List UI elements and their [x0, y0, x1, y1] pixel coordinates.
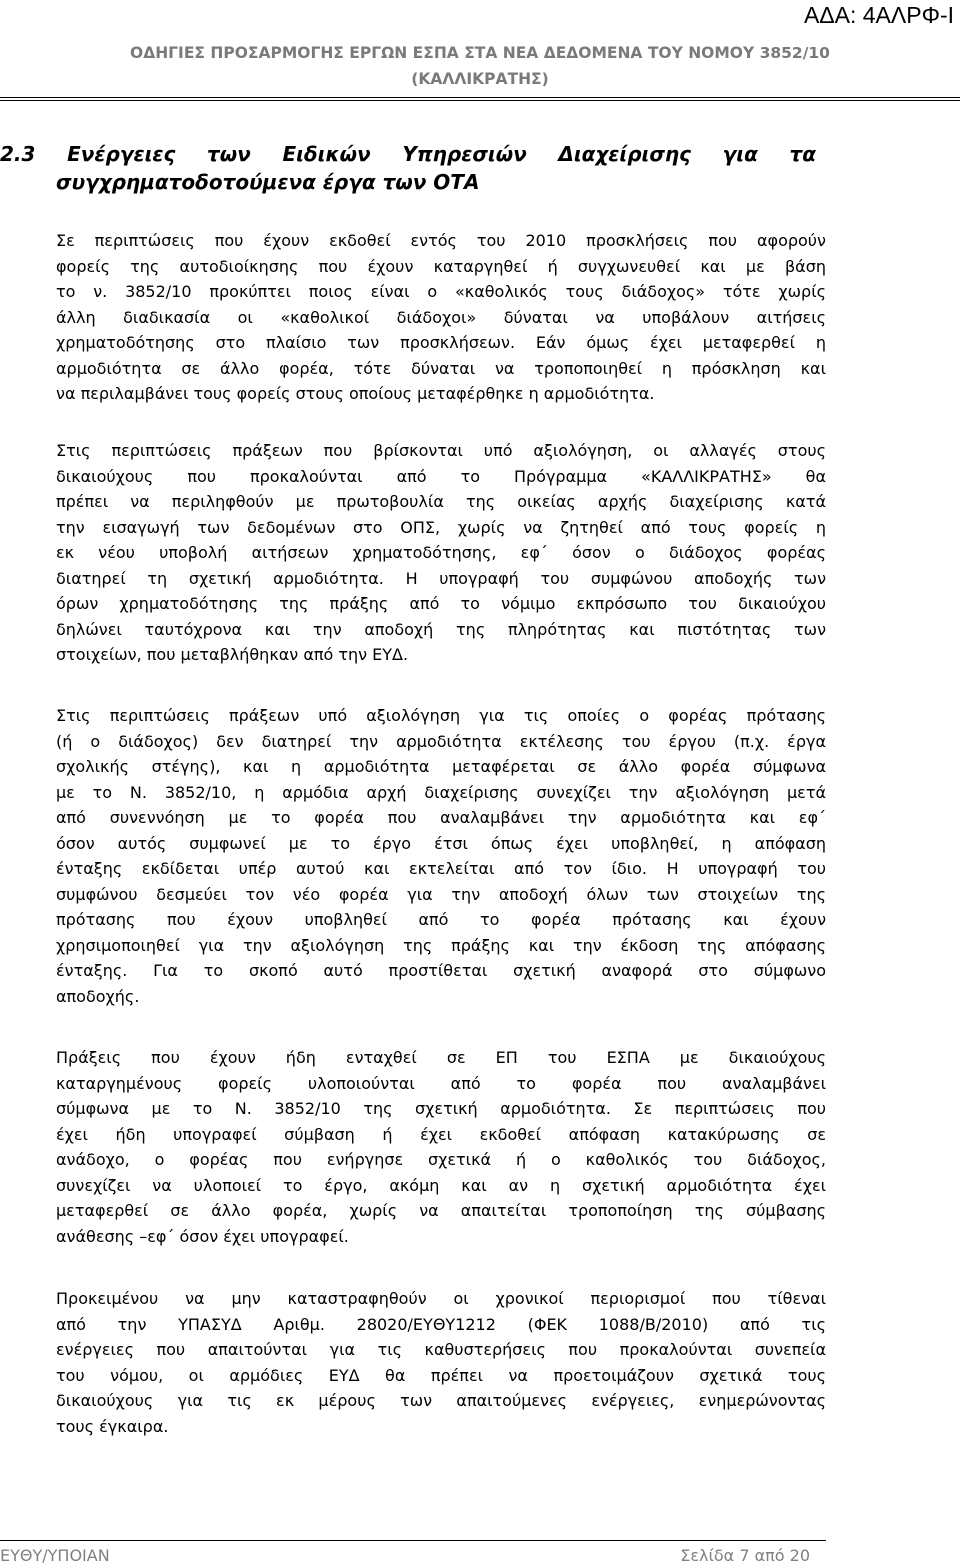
- paragraph-line: πρότασης που έχουν υποβληθεί από το φορέα πρότασης και έχουν: [56, 910, 826, 929]
- header-rule-top: [0, 97, 960, 98]
- paragraph-line: χρηματοδότησης στο πλαίσιο των προσκλήσεων. Εάν όμως έχει μεταφερθεί η: [56, 333, 826, 352]
- paragraph-line: αρμοδιότητα σε άλλο φορέα, τότε δύναται να τροποποιηθεί η πρόσκληση και: [56, 358, 826, 378]
- running-header-line2: (ΚΑΛΛΙΚΡΑΤΗΣ): [411, 70, 549, 88]
- paragraph-3: [56, 703, 826, 1009]
- paragraph-line: Πράξεις που έχουν ήδη ενταχθεί σε ΕΠ του ΕΣΠΑ με δικαιούχους: [56, 1048, 826, 1067]
- paragraph-line: Στις περιπτώσεις πράξεων υπό αξιολόγηση για τις οποίες ο φορέας πρότασης: [56, 706, 826, 725]
- footer-page-number: Σελίδα 7 από 20: [680, 1546, 810, 1565]
- paragraph-line: Προκειμένου να μην καταστραφηθούν οι χρονικοί περιορισμοί που τίθεναι: [56, 1289, 826, 1308]
- paragraph-line: ανάθεσης –εφ΄ όσον έχει υπογραφεί.: [56, 1226, 349, 1246]
- paragraph-line: χρησιμοποιηθεί για την αξιολόγηση της πράξης και την έκδοση της απόφασης: [56, 935, 826, 955]
- paragraph-line: σχολικής στέγης), και η αρμοδιότητα μεταφέρεται σε άλλο φορέα σύμφωνα: [56, 757, 826, 776]
- paragraph-line: Στις περιπτώσεις πράξεων που βρίσκονται υπό αξιολόγηση, οι αλλαγές στους: [56, 441, 826, 460]
- paragraph-line: να περιλαμβάνει τους φορείς στους οποίους μεταφέρθηκε η αρμοδιότητα.: [56, 384, 655, 403]
- paragraph-line: ανάδοχο, ο φορέας που ενήργησε σχετικά ή ο καθολικός του διάδοχος,: [56, 1150, 826, 1169]
- section-heading-line1: 2.3 Ενέργειες των Ειδικών Υπηρεσιών Διαχείρισης για τα: [0, 142, 816, 166]
- paragraph-line: στοιχείων, που μεταβλήθηκαν από την ΕΥΔ.: [56, 645, 409, 664]
- paragraph-1: [56, 228, 826, 407]
- paragraph-line: εκ νέου υποβολή αιτήσεων χρηματοδότησης, εφ΄ όσον ο διάδοχος φορέας: [56, 543, 826, 562]
- paragraph-line: ένταξης. Για το σκοπό αυτό προστίθεται σχετική αναφορά στο σύμφωνο: [56, 961, 826, 980]
- paragraph-line: πρέπει να περιληφθούν με πρωτοβουλία της οικείας αρχής διαχείρισης κατά: [56, 492, 826, 511]
- footer-rule: [0, 1540, 826, 1541]
- paragraph-line: (ή ο διάδοχος) δεν διατηρεί την αρμοδιότητα εκτέλεσης του έργου (π.χ. έργα: [56, 731, 826, 751]
- paragraph-line: δικαιούχους που προκαλούνται από το Πρόγραμμα «ΚΑΛΛΙΚΡΑΤΗΣ» θα: [56, 466, 826, 486]
- paragraph-line: αποδοχής.: [56, 986, 140, 1006]
- paragraph-line: όσον αυτός συμφωνεί με το έργο έτσι όπως έχει υποβληθεί, η απόφαση: [56, 833, 826, 853]
- paragraph-line: δικαιούχους για τις εκ μέρους των απαιτούμενες ενέργειες, ενημερώνοντας: [56, 1391, 826, 1410]
- paragraph-line: μεταφερθεί σε άλλο φορέα, χωρίς να απαιτείται τροποποίηση της σύμβασης: [56, 1201, 826, 1220]
- paragraph-line: την εισαγωγή των δεδομένων στο ΟΠΣ, χωρίς να ζητηθεί από τους φορείς η: [56, 517, 826, 537]
- paragraph-line: όρων χρηματοδότησης της πράξης από το νόμιμο εκπρόσωπο του δικαιούχου: [56, 594, 826, 613]
- paragraph-line: από την ΥΠΑΣΥΔ Αριθμ. 28020/ΕΥΘΥ1212 (ΦΕΚ 1088/Β/2010) από τις: [56, 1314, 826, 1334]
- paragraph-line: τους έγκαιρα.: [56, 1416, 169, 1436]
- paragraph-line: διατηρεί τη σχετική αρμοδιότητα. Η υπογραφή του συμφώνου αποδοχής των: [56, 568, 826, 588]
- section-heading-line2: συγχρηματοδοτούμενα έργα των ΟΤΑ: [56, 170, 480, 194]
- ada-code: ΑΔΑ: 4ΑΛΡΦ-Ι: [803, 2, 954, 28]
- paragraph-line: σύμφωνα με το Ν. 3852/10 της σχετική αρμοδιότητα. Σε περιπτώσεις που: [56, 1099, 826, 1118]
- paragraph-4: [56, 1045, 826, 1249]
- running-header-line1: ΟΔΗΓΙΕΣ ΠΡΟΣΑΡΜΟΓΗΣ ΕΡΓΩΝ ΕΣΠΑ ΣΤΑ ΝΕΑ ΔΕΔΟΜΕΝΑ ΤΟΥ ΝΟΜΟΥ 3852/10: [130, 44, 830, 62]
- paragraph-line: άλλη διαδικασία οι «καθολικοί διάδοχοι» δύναται να υποβάλουν αιτήσεις: [56, 307, 826, 327]
- paragraph-line: Σε περιπτώσεις που έχουν εκδοθεί εντός του 2010 προσκλήσεις που αφορούν: [56, 231, 826, 250]
- paragraph-line: έχει ήδη υπογραφεί σύμβαση ή έχει εκδοθεί απόφαση κατακύρωσης σε: [56, 1124, 826, 1144]
- paragraph-line: το ν. 3852/10 προκύπτει ποιος είναι ο «καθολικός τους διάδοχος» τότε χωρίς: [56, 282, 826, 301]
- footer-department: ΕΥΘΥ/ΥΠΟΙΑΝ: [0, 1546, 110, 1565]
- paragraph-line: δηλώνει ταυτόχρονα και την αποδοχή της πληρότητας και πιστότητας των: [56, 619, 826, 639]
- paragraph-line: του νόμου, οι αρμόδιες ΕΥΔ θα πρέπει να προετοιμάζουν σχετικά τους: [56, 1365, 826, 1385]
- paragraph-line: με το Ν. 3852/10, η αρμόδια αρχή διαχείρισης συνεχίζει την αξιολόγηση μετά: [56, 782, 826, 802]
- paragraph-line: συμφώνου δεσμεύει τον νέο φορέα για την αποδοχή όλων των στοιχείων της: [56, 884, 826, 904]
- paragraph-2: [56, 438, 826, 668]
- paragraph-line: συνεχίζει να υλοποιεί το έργο, ακόμη και αν η σχετική αρμοδιότητα έχει: [56, 1175, 826, 1195]
- paragraph-line: καταργημένους φορείς υλοποιούνται από το φορέα που αναλαμβάνει: [56, 1073, 826, 1093]
- paragraph-line: φορείς της αυτοδιοίκησης που έχουν καταργηθεί ή συγχωνευθεί και με βάση: [56, 256, 826, 276]
- paragraph-line: από συνεννόηση με το φορέα που αναλαμβάνει την αρμοδιότητα και εφ΄: [56, 808, 826, 827]
- paragraph-5: [56, 1286, 826, 1439]
- paragraph-line: ένταξης εκδίδεται υπέρ αυτού και εκτελείται από τον ίδιο. Η υπογραφή του: [56, 859, 826, 878]
- paragraph-line: ενέργειες που απαιτούνται για τις καθυστερήσεις που προκαλούνται συνεπεία: [56, 1340, 826, 1359]
- header-rule-bottom: [0, 100, 960, 101]
